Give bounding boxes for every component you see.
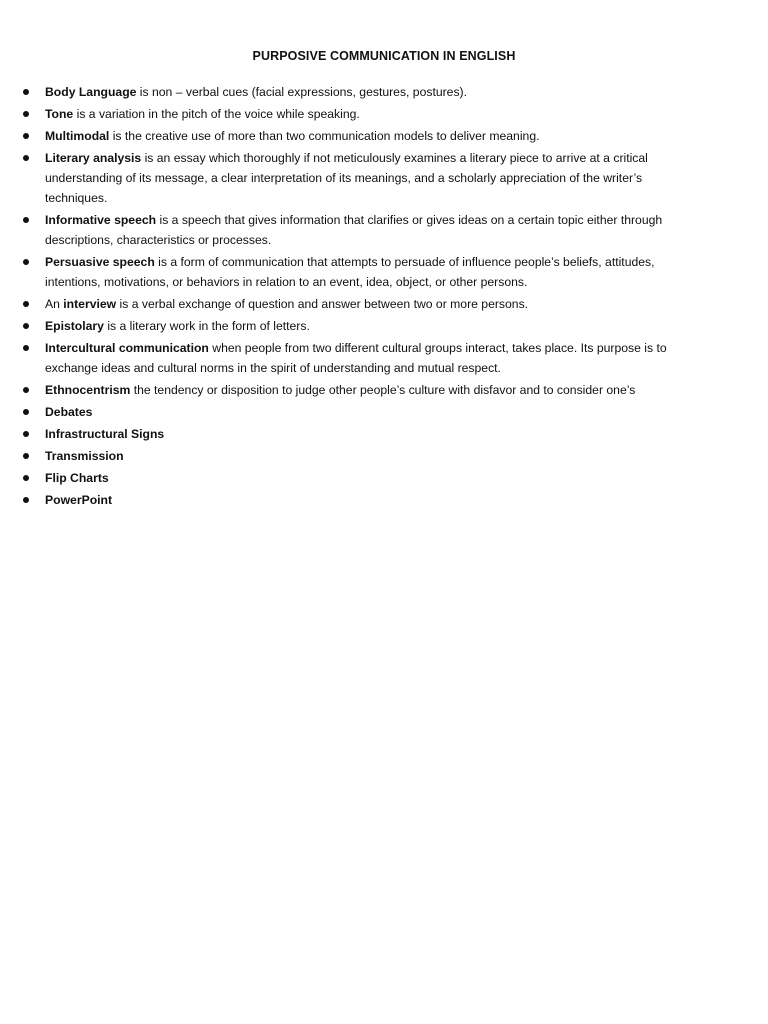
item-term: Multimodal — [45, 129, 110, 143]
list-item-tone — [0, 104, 768, 124]
list-item-interview — [0, 294, 768, 314]
bullet-icon — [23, 217, 29, 223]
item-term: Debates — [45, 405, 93, 419]
bullet-icon — [23, 111, 29, 117]
bullet-icon — [23, 345, 29, 351]
item-prefix: An — [45, 297, 64, 311]
item-term: Intercultural communication — [45, 341, 209, 355]
item-definition: is an essay which thoroughly if not meticulously examines a literary piece to arrive at a critical understanding of its message, a clear interpretation of its meanings, and a scholarly appreciation of the writer’s techniques. — [45, 151, 648, 205]
item-term: Epistolary — [45, 319, 104, 333]
term-list — [0, 82, 768, 512]
bullet-icon — [23, 387, 29, 393]
list-item-body-language — [0, 82, 768, 102]
item-definition: is a verbal exchange of question and answer between two or more persons. — [116, 297, 529, 311]
list-item-epistolary — [0, 316, 768, 336]
item-definition: is a literary work in the form of letters. — [103, 319, 310, 333]
item-definition: is a speech that gives information that clarifies or gives ideas on a certain topic either through descriptions, characteristics or processes. — [45, 213, 663, 247]
item-definition: the tendency or disposition to judge other people’s culture with disfavor and to consider one’s — [130, 383, 636, 397]
item-term: Transmission — [45, 449, 124, 463]
item-term: PowerPoint — [45, 493, 113, 507]
item-term: interview — [63, 297, 117, 311]
item-term: Literary analysis — [45, 151, 142, 165]
bullet-icon — [23, 431, 29, 437]
bullet-icon — [23, 475, 29, 481]
list-item-intercultural-communication — [0, 338, 768, 378]
item-term: Body Language — [45, 85, 137, 99]
bullet-icon — [23, 409, 29, 415]
item-definition: is a variation in the pitch of the voice while speaking. — [73, 107, 360, 121]
list-item-debates — [0, 402, 768, 422]
list-item-flip-charts — [0, 468, 768, 488]
bullet-icon — [23, 259, 29, 265]
bullet-icon — [23, 323, 29, 329]
list-item-ethnocentrism — [0, 380, 768, 400]
item-term: Flip Charts — [45, 471, 109, 485]
item-term: Ethnocentrism — [45, 383, 131, 397]
item-term: Persuasive speech — [45, 255, 155, 269]
list-item-transmission — [0, 446, 768, 466]
item-definition: is the creative use of more than two communication models to deliver meaning. — [109, 129, 540, 143]
list-item-literary-analysis — [0, 148, 768, 208]
item-definition: when people from two different cultural groups interact, takes place. Its purpose is to exchange ideas and cultural norms in the spirit of understanding and mutual respect. — [45, 341, 667, 375]
bullet-icon — [23, 301, 29, 307]
item-definition: is non – verbal cues (facial expressions, gestures, postures). — [136, 85, 467, 99]
list-item-persuasive-speech — [0, 252, 768, 292]
bullet-icon — [23, 133, 29, 139]
item-term: Infrastructural Signs — [45, 427, 165, 441]
bullet-icon — [23, 497, 29, 503]
item-definition: is a form of communication that attempts to persuade of influence people’s beliefs, attitudes, intentions, motivations, or behaviors in relation to an event, idea, object, or other persons. — [45, 255, 655, 289]
list-item-infrastructural-signs — [0, 424, 768, 444]
list-item-multimodal — [0, 126, 768, 146]
document-title: PURPOSIVE COMMUNICATION IN ENGLISH — [252, 49, 516, 63]
item-term: Tone — [45, 107, 74, 121]
list-item-informative-speech — [0, 210, 768, 250]
bullet-icon — [23, 453, 29, 459]
item-term: Informative speech — [45, 213, 157, 227]
bullet-icon — [23, 89, 29, 95]
bullet-icon — [23, 155, 29, 161]
list-item-powerpoint — [0, 490, 768, 510]
